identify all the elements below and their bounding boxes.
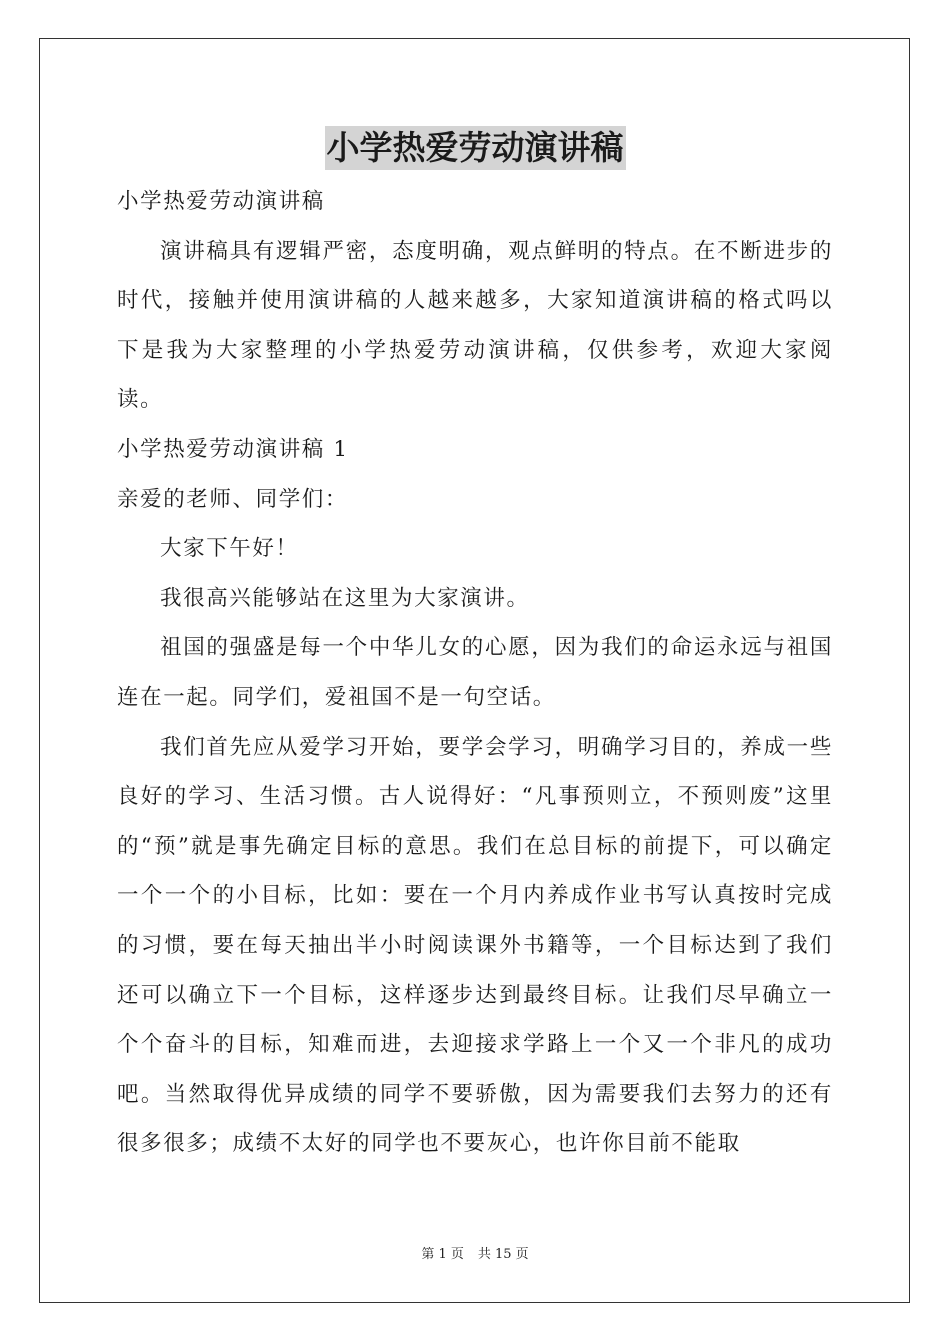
- paragraph-greeting: 大家下午好！: [160, 536, 299, 562]
- page-footer: [0, 1246, 950, 1264]
- page-total: 共 15 页: [477, 1247, 529, 1262]
- paragraph-subtitle: 小学热爱劳动演讲稿: [117, 189, 325, 214]
- title-container: [0, 126, 950, 170]
- paragraph-study-goals: 我们首先应从爱学习开始，要学会学习，明确学习目的，养成一些良好的学习、生活习惯。古人说得好：“凡事预则立，不预则废”这里的“预”就是事先确定目标的意思。我们在总目标的前提下，可以确定一个一个的小目标，比如：要在一个月内养成作业书写认真按时完成的习惯，要在每天抽出半小时阅读课外书籍等，一个目标达到了我们还可以确立下一个目标，这样逐步达到最终目标。让我们尽早确立一个个奋斗的目标，知难而进，去迎接求学路上一个又一个非凡的成功吧。当然取得优异成绩的同学不要骄傲，因为需要我们去努力的还有很多很多；成绩不太好的同学也不要灰心，也许你目前不能取: [117, 734, 833, 1157]
- paragraph-opening: 我很高兴能够站在这里为大家演讲。: [160, 585, 530, 611]
- page-number: 第 1 页: [421, 1247, 464, 1262]
- document-title: 小学热爱劳动演讲稿: [325, 126, 626, 170]
- paragraph-intro: 演讲稿具有逻辑严密，态度明确，观点鲜明的特点。在不断进步的时代，接触并使用演讲稿的人越来越多，大家知道演讲稿的格式吗以下是我为大家整理的小学热爱劳动演讲稿，仅供参考，欢迎大家阅读。: [117, 238, 833, 413]
- paragraph-section-heading: 小学热爱劳动演讲稿 1: [117, 436, 349, 462]
- paragraph-motherland: 祖国的强盛是每一个中华儿女的心愿，因为我们的命运永远与祖国连在一起。同学们，爱祖国不是一句空话。: [117, 635, 833, 710]
- document-body: [117, 177, 833, 1169]
- paragraph-salutation: 亲爱的老师、同学们：: [117, 486, 349, 512]
